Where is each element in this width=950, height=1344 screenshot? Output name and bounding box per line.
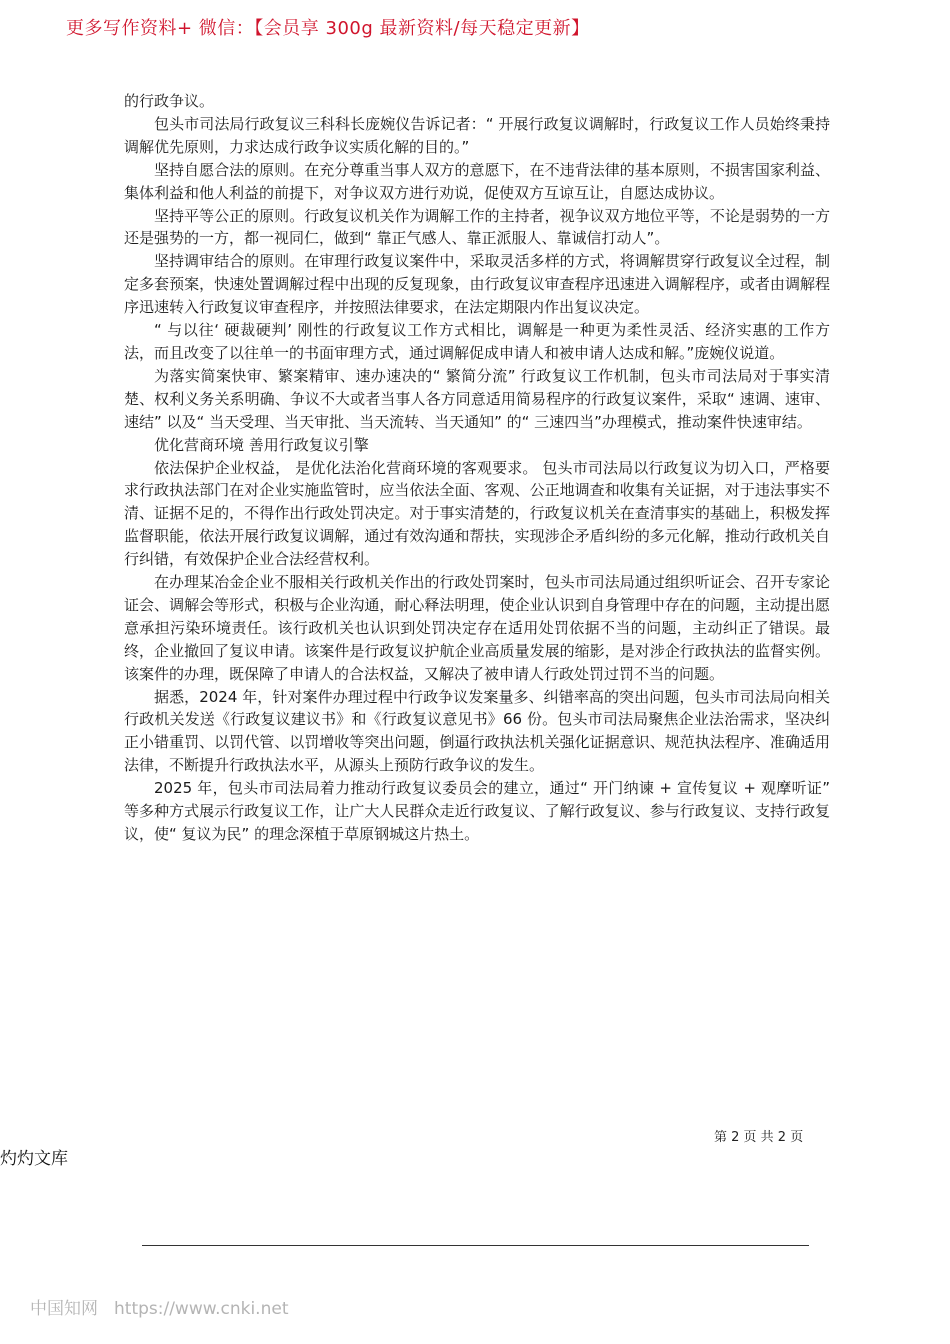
watermark-url: https://www.cnki.net (114, 1299, 289, 1319)
paragraph: 依法保护企业权益， 是优化法治化营商环境的客观要求。 包头市司法局以行政复议为切入口，严格要求行政执法部门在对企业实施监管时，应当依法全面、客观、公正地调查和收集有关证据，对于违法事实不清、证据不足的，不得作出行政处罚决定。对于事实清楚的，行政复议机关在查清事实的基础上，积极发挥监督职能，依法开展行政复议调解，通过有效沟通和帮扶，实现涉企矛盾纠纷的多元化解，推动行政机关自行纠错，有效保护企业合法经营权利。 (124, 458, 830, 569)
article-body (124, 90, 830, 846)
promo-banner: 更多写作资料+ 微信：【会员享 300g 最新资料/每天稳定更新】 (66, 18, 590, 39)
watermark-name: 中国知网 (30, 1299, 98, 1319)
watermark (30, 1294, 288, 1319)
paragraph: 据悉，2024 年，针对案件办理过程中行政争议发案量多、纠错率高的突出问题，包头市司法局向相关行政机关发送《行政复议建议书》和《行政复议意见书》66 份。包头市司法局聚焦企业法治需求，坚决纠正小错重罚、以罚代管、以罚增收等突出问题，倒逼行政执法机关强化证据意识、规范执法程序、准确适用法律，不断提升行政执法水平，从源头上预防行政争议的发生。 (124, 687, 830, 775)
paragraph: 在办理某冶金企业不服相关行政机关作出的行政处罚案时，包头市司法局通过组织听证会、召开专家论证会、调解会等形式，积极与企业沟通，耐心释法明理，使企业认识到自身管理中存在的问题，主动提出愿意承担污染环境责任。该行政机关也认识到处罚决定存在适用处罚依据不当的问题，主动纠正了错误。最终，企业撤回了复议申请。该案件是行政复议护航企业高质量发展的缩影，是对涉企行政执法的监督实例。该案件的办理，既保障了申请人的合法权益，又解决了被申请人行政处罚过罚不当的问题。 (124, 573, 830, 683)
paragraph: 2025 年，包头市司法局着力推动行政复议委员会的建立，通过“ 开门纳谏 + 宣传复议 + 观摩听证” 等多种方式展示行政复议工作，让广大人民群众走近行政复议、了解行政复议、参与行政复议、支持行政复议，使“ 复议为民” 的理念深植于草原钢城这片热土。 (124, 779, 830, 843)
library-name: 灼灼文库 (0, 1149, 68, 1169)
page-number: 第 2 页 共 2 页 (714, 1130, 804, 1145)
paragraph: 坚持平等公正的原则。行政复议机关作为调解工作的主持者，视争议双方地位平等，不论是弱势的一方还是强势的一方，都一视同仁，做到“ 靠正气感人、靠正派服人、靠诚信打动人”。 (124, 206, 830, 248)
section-heading: 优化营商环境 善用行政复议引擎 (154, 435, 369, 454)
paragraph: 包头市司法局行政复议三科科长庞婉仪告诉记者：“ 开展行政复议调解时，行政复议工作人员始终秉持调解优先原则，力求达成行政争议实质化解的目的。” (124, 114, 830, 156)
paragraph: 坚持调审结合的原则。在审理行政复议案件中，采取灵活多样的方式，将调解贯穿行政复议全过程，制定多套预案，快速处置调解过程中出现的反复现象，由行政复议审查程序迅速进入调解程序，或者由调解程序迅速转入行政复议审查程序，并按照法律要求，在法定期限内作出复议决定。 (124, 252, 830, 317)
paragraph: “ 与以往‘ 硬裁硬判’ 刚性的行政复议工作方式相比，调解是一种更为柔性灵活、经济实惠的工作方法，而且改变了以往单一的书面审理方式，通过调解促成申请人和被申请人达成和解。”庞婉仪说道。 (124, 321, 830, 362)
paragraph-continuation: 的行政争议。 (124, 92, 215, 110)
footer-divider (142, 1245, 809, 1246)
paragraph: 坚持自愿合法的原则。在充分尊重当事人双方的意愿下，在不违背法律的基本原则，不损害国家利益、集体利益和他人利益的前提下，对争议双方进行劝说，促使双方互谅互让，自愿达成协议。 (124, 160, 830, 202)
paragraph: 为落实简案快审、繁案精审、速办速决的“ 繁简分流” 行政复议工作机制，包头市司法局对于事实清楚、权利义务关系明确、争议不大或者当事人各方同意适用简易程序的行政复议案件，采取“ 速调、速审、速结” 以及“ 当天受理、当天审批、当天流转、当天通知” 的“ 三速四当”办理模式，推动案件快速审结。 (124, 366, 830, 431)
